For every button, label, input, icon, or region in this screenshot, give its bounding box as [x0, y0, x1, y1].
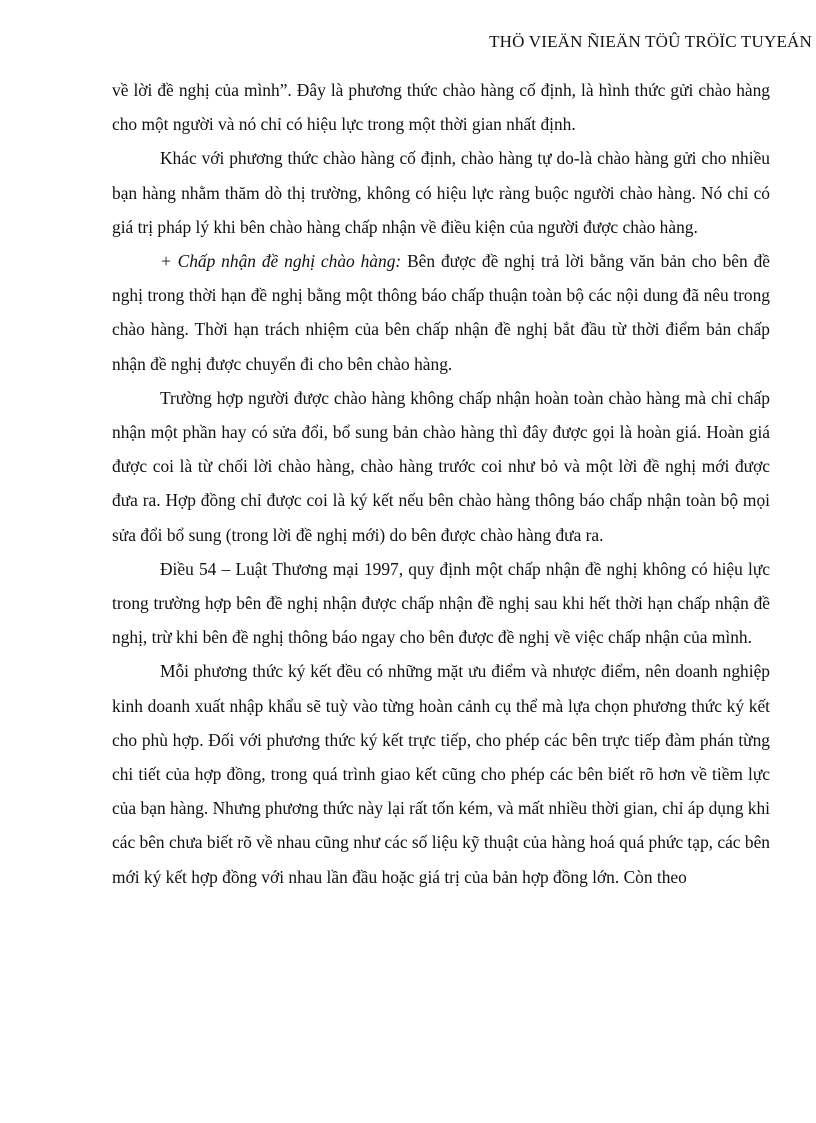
paragraph-continuation: về lời đề nghị của mình”. Đây là phương thức chào hàng cố định, là hình thức gửi chào hàng cho một người và nó chỉ có hiệu lực trong một thời gian nhất định. — [112, 80, 770, 135]
paragraph-counter-offer: Trường hợp người được chào hàng không chấp nhận hoàn toàn chào hàng mà chỉ chấp nhận một phần hay có sửa đổi, bổ sung bản chào hàng thì đây được gọi là hoàn giá. Hoàn giá được coi là từ chối lời chào hàng, chào hàng trước coi như bỏ và một lời đề nghị mới được đưa ra. Hợp đồng chỉ được coi là ký kết nếu bên chào hàng thông báo chấp nhận toàn bộ mọi sửa đổi bổ sung (trong lời đề nghị mới) do bên được chào hàng đưa ra. — [112, 387, 770, 545]
paragraph-article-54: Điều 54 – Luật Thương mại 1997, quy định một chấp nhận đề nghị không có hiệu lực trong trường hợp bên đề nghị nhận được chấp nhận đề nghị sau khi hết thời hạn chấp nhận đề nghị, trừ khi bên đề nghị thông báo ngay cho bên được đề nghị về việc chấp nhận của mình. — [112, 558, 770, 648]
acceptance-heading: + Chấp nhận đề nghị chào hàng: — [160, 251, 402, 272]
document-body — [112, 73, 770, 894]
paragraph-signing-methods: Mỗi phương thức ký kết đều có những mặt ưu điểm và nhược điểm, nên doanh nghiệp kinh doanh xuất nhập khẩu sẽ tuỳ vào từng hoàn cảnh cụ thể mà lựa chọn phương thức ký kết cho phù hợp. Đối với phương thức ký kết trực tiếp, cho phép các bên trực tiếp đàm phán từng chi tiết của hợp đồng, trong quá trình giao kết cũng cho phép các bên biết rõ hơn về tiềm lực của bạn hàng. Nhưng phương thức này lại rất tốn kém, và mất nhiều thời gian, chỉ áp dụng khi các bên chưa biết rõ về nhau cũng như các số liệu kỹ thuật của hàng hoá quá phức tạp, các bên mới ký kết hợp đồng với nhau lần đầu hoặc giá trị của bản hợp đồng lớn. Còn theo — [112, 661, 770, 887]
page-header: THÖ VIEÄN ÑIEÄN TÖÛ TRÖÏC TUYEÁN — [489, 32, 812, 51]
paragraph-free-offer: Khác với phương thức chào hàng cố định, chào hàng tự do-là chào hàng gửi cho nhiều bạn hàng nhằm thăm dò thị trường, không có hiệu lực ràng buộc người chào hàng. Nó chỉ có giá trị pháp lý khi bên chào hàng chấp nhận về điều kiện của người được chào hàng. — [112, 148, 770, 237]
acceptance-text: Bên được đề nghị trả lời bằng văn bản cho bên đề nghị trong thời hạn đề nghị bằng một thông báo chấp thuận toàn bộ các nội dung đã nêu trong chào hàng. Thời hạn trách nhiệm của bên chấp nhận đề nghị bắt đầu từ thời điểm bản chấp nhận đề nghị được chuyển đi cho bên chào hàng. — [112, 251, 770, 374]
paragraph-acceptance — [112, 244, 770, 381]
